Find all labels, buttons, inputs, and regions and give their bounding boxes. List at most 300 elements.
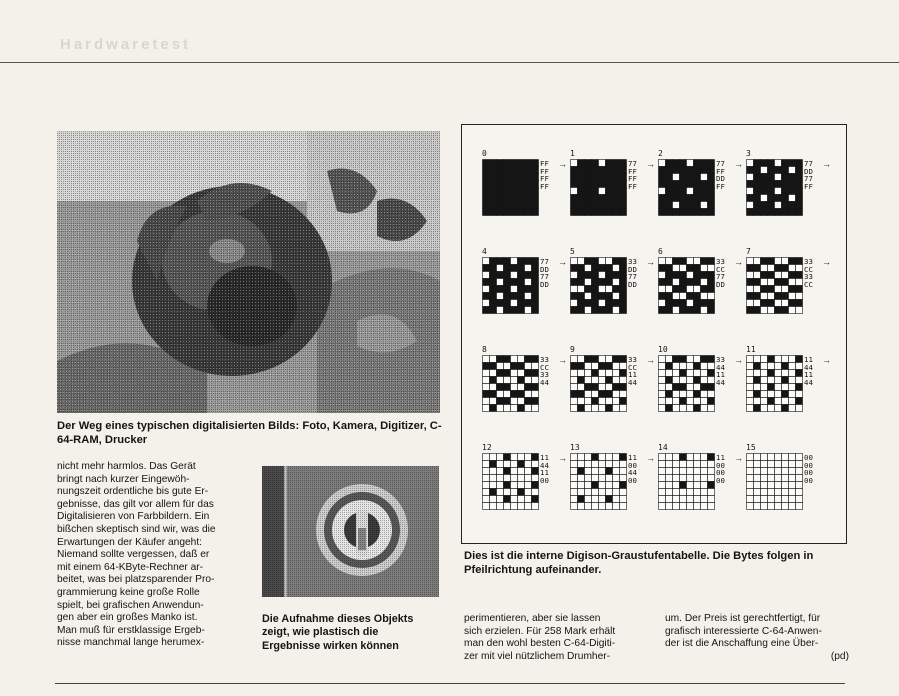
dither-pixel [571, 279, 578, 286]
dither-pixel [613, 181, 620, 188]
dither-pixel [701, 356, 708, 363]
dither-pixel [518, 384, 525, 391]
dither-pixel [796, 405, 803, 412]
dither-pixel [754, 181, 761, 188]
dither-pixel [708, 384, 715, 391]
dither-pixel [687, 286, 694, 293]
dither-pixel [666, 188, 673, 195]
dither-pixel [497, 398, 504, 405]
dither-pixel [782, 363, 789, 370]
dither-pixel [490, 286, 497, 293]
dither-pixel [578, 489, 585, 496]
gray-level-number: 4 [482, 247, 487, 256]
dither-pixel [680, 202, 687, 209]
byte-values [540, 160, 549, 190]
dither-pixel [578, 160, 585, 167]
dither-pixel [490, 496, 497, 503]
dither-pixel [768, 293, 775, 300]
dither-pixel [613, 482, 620, 489]
dither-pixel [490, 293, 497, 300]
dither-pixel [518, 503, 525, 510]
dither-pixel [673, 475, 680, 482]
dither-pixel [687, 307, 694, 314]
dither-pixel [687, 482, 694, 489]
dither-pixel [754, 475, 761, 482]
dither-pixel [620, 160, 627, 167]
dither-pixel [497, 503, 504, 510]
dither-pixel [511, 167, 518, 174]
dither-pixel [789, 377, 796, 384]
dither-pixel [747, 398, 754, 405]
dither-pixel [775, 489, 782, 496]
dither-pixel [585, 167, 592, 174]
dither-pixel [754, 293, 761, 300]
dither-pixel [613, 258, 620, 265]
dither-pixel [578, 286, 585, 293]
dither-pixel [599, 160, 606, 167]
dither-pixel [747, 167, 754, 174]
dither-pixel [775, 468, 782, 475]
dither-pixel [585, 300, 592, 307]
byte-value: 11 [716, 370, 725, 380]
dither-pixel [511, 195, 518, 202]
dither-pixel [571, 489, 578, 496]
dither-pixel [768, 391, 775, 398]
dither-pixel [606, 265, 613, 272]
byte-value: FF [716, 181, 725, 191]
dither-pixel [768, 398, 775, 405]
dither-pixel [694, 454, 701, 461]
dither-pixel [789, 468, 796, 475]
byte-value: 00 [540, 475, 549, 485]
dither-pixel [599, 461, 606, 468]
dither-pixel [673, 188, 680, 195]
dither-pixel [497, 174, 504, 181]
dither-pixel [599, 398, 606, 405]
dither-pixel [761, 356, 768, 363]
dither-pixel [613, 496, 620, 503]
dither-pixel [525, 454, 532, 461]
dither-pixel [775, 370, 782, 377]
dither-pixel [518, 160, 525, 167]
dither-pixel [497, 160, 504, 167]
dither-pixel [775, 307, 782, 314]
dither-pixel [789, 272, 796, 279]
gray-level-number: 11 [746, 345, 756, 354]
arrow-right-icon: → [558, 159, 567, 169]
dither-pixel [666, 181, 673, 188]
byte-values [716, 454, 725, 484]
byte-value: 33 [804, 257, 813, 266]
dither-pixel [599, 363, 606, 370]
byte-value: 77 [628, 272, 637, 282]
dither-pixel [666, 286, 673, 293]
byte-value: 44 [540, 377, 549, 387]
dither-pixel [578, 503, 585, 510]
dither-pixel [525, 181, 532, 188]
column1-line: nicht mehr harmlos. Das Gerät [57, 461, 196, 472]
dither-pixel [578, 181, 585, 188]
dither-pixel [592, 468, 599, 475]
dither-pixel [483, 265, 490, 272]
dither-pixel [796, 454, 803, 461]
dither-pixel [483, 202, 490, 209]
dither-pixel [483, 461, 490, 468]
dither-pixel [490, 195, 497, 202]
gray-level-cell [482, 443, 572, 555]
dither-pixel [754, 160, 761, 167]
dither-pixel [620, 384, 627, 391]
column1-line: Erwartungen der Käufer angeht: [57, 536, 202, 548]
dither-pixel [789, 503, 796, 510]
dither-pixel [504, 384, 511, 391]
dither-pixel [754, 300, 761, 307]
dither-pixel [497, 265, 504, 272]
dither-pixel [532, 489, 539, 496]
dither-pixel [687, 405, 694, 412]
dither-pixel [666, 384, 673, 391]
dither-pixel [620, 181, 627, 188]
dither-pixel [620, 202, 627, 209]
dither-pixel [606, 405, 613, 412]
dither-pixel [518, 188, 525, 195]
dither-pixel [666, 300, 673, 307]
dither-pixel [511, 454, 518, 461]
byte-value: FF [628, 166, 637, 176]
dither-pixel [585, 202, 592, 209]
gray-level-cell [746, 247, 836, 359]
dither-pixel [490, 363, 497, 370]
dither-pixel [687, 391, 694, 398]
dither-pixel [511, 160, 518, 167]
dither-pixel [673, 391, 680, 398]
dither-pixel [708, 405, 715, 412]
dither-pixel [578, 454, 585, 461]
dither-pixel [613, 195, 620, 202]
dither-pixel [659, 391, 666, 398]
gray-level-number: 15 [746, 443, 756, 452]
dither-pixel [532, 195, 539, 202]
dither-pixel [659, 300, 666, 307]
dither-pixel [768, 405, 775, 412]
dither-pixel [694, 475, 701, 482]
dither-pixel [708, 160, 715, 167]
dither-pixel [796, 461, 803, 468]
dither-pixel [599, 454, 606, 461]
dither-pixel [747, 496, 754, 503]
dither-pixel [768, 188, 775, 195]
byte-values [804, 160, 813, 190]
byte-values [804, 258, 813, 288]
dither-pixel [761, 174, 768, 181]
byte-values [628, 160, 637, 190]
dither-pixel [504, 181, 511, 188]
dither-pixel [578, 300, 585, 307]
dither-pixel [511, 405, 518, 412]
byte-value: 44 [804, 377, 813, 387]
dither-pixel [497, 482, 504, 489]
dither-pixel [708, 181, 715, 188]
dither-pixel [490, 475, 497, 482]
dither-pixel [768, 286, 775, 293]
dither-pixel [613, 391, 620, 398]
dither-pixel [796, 300, 803, 307]
dither-pixel [789, 398, 796, 405]
dither-pixel [680, 370, 687, 377]
dither-pixel [599, 482, 606, 489]
dither-pixel [490, 405, 497, 412]
dither-pixel [532, 307, 539, 314]
dither-pixel [680, 279, 687, 286]
byte-value: CC [628, 362, 637, 372]
dither-pixel [673, 496, 680, 503]
dither-pixel [497, 279, 504, 286]
dither-pixel [694, 503, 701, 510]
dither-pixel [768, 202, 775, 209]
dither-pixel [687, 377, 694, 384]
dither-pixel [754, 461, 761, 468]
dither-pixel [761, 377, 768, 384]
dither-pixel [518, 356, 525, 363]
dither-pixel [761, 363, 768, 370]
byte-value: FF [540, 159, 549, 168]
dither-pixel [483, 307, 490, 314]
dither-pixel [592, 209, 599, 216]
dither-pixel [708, 503, 715, 510]
dither-pixel [483, 356, 490, 363]
dither-pixel [768, 496, 775, 503]
dither-pixel [490, 307, 497, 314]
dither-pixel [620, 293, 627, 300]
dither-pixel [761, 265, 768, 272]
column1-line: gen aber ein großes Manko ist. [57, 612, 198, 624]
dither-pixel [747, 202, 754, 209]
dither-pixel [613, 174, 620, 181]
dither-pixel [789, 489, 796, 496]
dither-pixel [511, 209, 518, 216]
byte-value: 11 [628, 453, 637, 462]
dither-pixel [525, 489, 532, 496]
dither-pixel [680, 482, 687, 489]
dither-pixel [796, 195, 803, 202]
dither-pixel [694, 174, 701, 181]
dither-pixel [701, 363, 708, 370]
dither-pixel [796, 202, 803, 209]
gray-level-cell [746, 149, 836, 261]
dither-pixel [666, 489, 673, 496]
dither-pixel [761, 167, 768, 174]
gray-level-cell [570, 149, 660, 261]
byte-value: 44 [716, 377, 725, 387]
dither-pixel [694, 272, 701, 279]
dither-pixel [687, 300, 694, 307]
column4-line: um. Der Preis ist gerechtfertigt, für [665, 613, 821, 624]
dither-pixel [571, 174, 578, 181]
dither-pixel [789, 202, 796, 209]
dither-pixel [768, 370, 775, 377]
dither-pixel [782, 405, 789, 412]
dither-pixel [578, 188, 585, 195]
dither-pixel [775, 356, 782, 363]
dither-pixel [761, 286, 768, 293]
dither-pixel [585, 265, 592, 272]
gray-level-number: 7 [746, 247, 751, 256]
dither-pixel [708, 279, 715, 286]
byte-values [540, 356, 549, 386]
dither-pixel [585, 496, 592, 503]
dither-pixel [680, 209, 687, 216]
dither-pixel [666, 307, 673, 314]
dither-pixel [687, 181, 694, 188]
dither-pixel [754, 405, 761, 412]
byte-value: 00 [716, 460, 725, 470]
dither-pixel [796, 209, 803, 216]
dither-pixel [666, 482, 673, 489]
dither-pixel [578, 475, 585, 482]
dither-pixel [782, 370, 789, 377]
dither-pixel [511, 286, 518, 293]
dither-pixel [754, 363, 761, 370]
dither-pixel [687, 202, 694, 209]
dither-pixel [620, 272, 627, 279]
dither-pixel [782, 258, 789, 265]
dither-pixel [585, 272, 592, 279]
bottom-rule [55, 683, 845, 684]
dither-pixel [789, 370, 796, 377]
body-column-1 [57, 461, 248, 650]
dither-pixel [571, 468, 578, 475]
column3-line: zer mit viel nützlichem Drumher- [464, 650, 611, 662]
dither-pixel [511, 258, 518, 265]
byte-value: 33 [804, 272, 813, 282]
dither-pixel [592, 377, 599, 384]
dither-pixel [680, 286, 687, 293]
dither-pixel [504, 188, 511, 195]
dither-pixel [768, 195, 775, 202]
gray-level-number: 6 [658, 247, 663, 256]
dither-pixel [511, 181, 518, 188]
dither-pixel [497, 195, 504, 202]
dither-pixel [694, 293, 701, 300]
dither-pixel [747, 174, 754, 181]
byte-value: 00 [628, 475, 637, 485]
dither-pixel [592, 195, 599, 202]
dither-pixel [754, 454, 761, 461]
dither-pixel [571, 209, 578, 216]
dither-pixel [747, 195, 754, 202]
dither-pixel [606, 167, 613, 174]
dither-pixel [782, 293, 789, 300]
column1-line: bringt nach kurzer Eingewöh- [57, 473, 190, 485]
byte-value: FF [804, 181, 813, 191]
dither-pixel [754, 482, 761, 489]
dither-pixel [701, 209, 708, 216]
dither-pixel [525, 398, 532, 405]
dither-pixel [754, 279, 761, 286]
dither-pixel [518, 195, 525, 202]
dither-pixel [518, 167, 525, 174]
dither-pixel [585, 398, 592, 405]
dither-pixel [708, 377, 715, 384]
dither-pixel [592, 272, 599, 279]
dither-pixel [483, 405, 490, 412]
dither-pixel [532, 181, 539, 188]
column1-line: nungszeit ordentliche bis gute Er- [57, 486, 209, 498]
dither-pixel [673, 195, 680, 202]
dither-pixel [525, 174, 532, 181]
dither-pixel [673, 377, 680, 384]
dither-pixel [613, 356, 620, 363]
object-caption: Die Aufnahme dieses Objekts zeigt, wie plastisch die Ergebnisse wirken können [262, 613, 414, 652]
dither-pixel [532, 482, 539, 489]
byte-value: 00 [716, 468, 725, 478]
dither-pixel [483, 174, 490, 181]
byte-values [628, 454, 637, 484]
dither-pixel [680, 160, 687, 167]
byte-value: 44 [628, 468, 637, 478]
dither-pixel [687, 398, 694, 405]
dither-pixel [768, 300, 775, 307]
dither-pixel [659, 398, 666, 405]
dither-pixel [747, 454, 754, 461]
dither-pixel [782, 202, 789, 209]
dither-pixel [613, 454, 620, 461]
byte-value: FF [540, 166, 549, 176]
dither-pixel [599, 174, 606, 181]
dither-pixel [775, 265, 782, 272]
dither-pixel [613, 300, 620, 307]
dither-pixel [606, 307, 613, 314]
dither-pixel [497, 286, 504, 293]
arrow-right-icon: → [558, 453, 567, 463]
top-rule [0, 62, 899, 63]
dither-pixel [701, 468, 708, 475]
dither-pixel [694, 398, 701, 405]
dither-pixel [578, 272, 585, 279]
dither-pixel [518, 461, 525, 468]
column3-line: sich erzielen. Für 258 Mark erhält [464, 625, 616, 637]
dither-pixel [701, 461, 708, 468]
byte-value: 11 [716, 453, 725, 462]
dither-pixel [796, 258, 803, 265]
dither-pixel [490, 279, 497, 286]
dither-pixel [775, 195, 782, 202]
dither-pixel [701, 398, 708, 405]
dither-pixel [761, 503, 768, 510]
dither-pixel [620, 468, 627, 475]
dither-pixel [511, 496, 518, 503]
dither-pixel [490, 454, 497, 461]
rose-photo [57, 131, 440, 413]
dither-pixel [578, 405, 585, 412]
dither-pixel [796, 475, 803, 482]
dither-pixel [532, 384, 539, 391]
dither-pixel [518, 181, 525, 188]
dither-pixel [687, 475, 694, 482]
dither-pixel [525, 468, 532, 475]
dither-pixel [599, 286, 606, 293]
dither-pixel [761, 454, 768, 461]
dither-pixel [708, 195, 715, 202]
dither-pixel [701, 272, 708, 279]
dither-pixel [775, 461, 782, 468]
byte-value: 33 [716, 355, 725, 364]
dither-pixel [666, 258, 673, 265]
byte-value: 44 [628, 377, 637, 387]
dither-pixel [782, 391, 789, 398]
dither-pixel [490, 258, 497, 265]
dither-pixel [775, 174, 782, 181]
